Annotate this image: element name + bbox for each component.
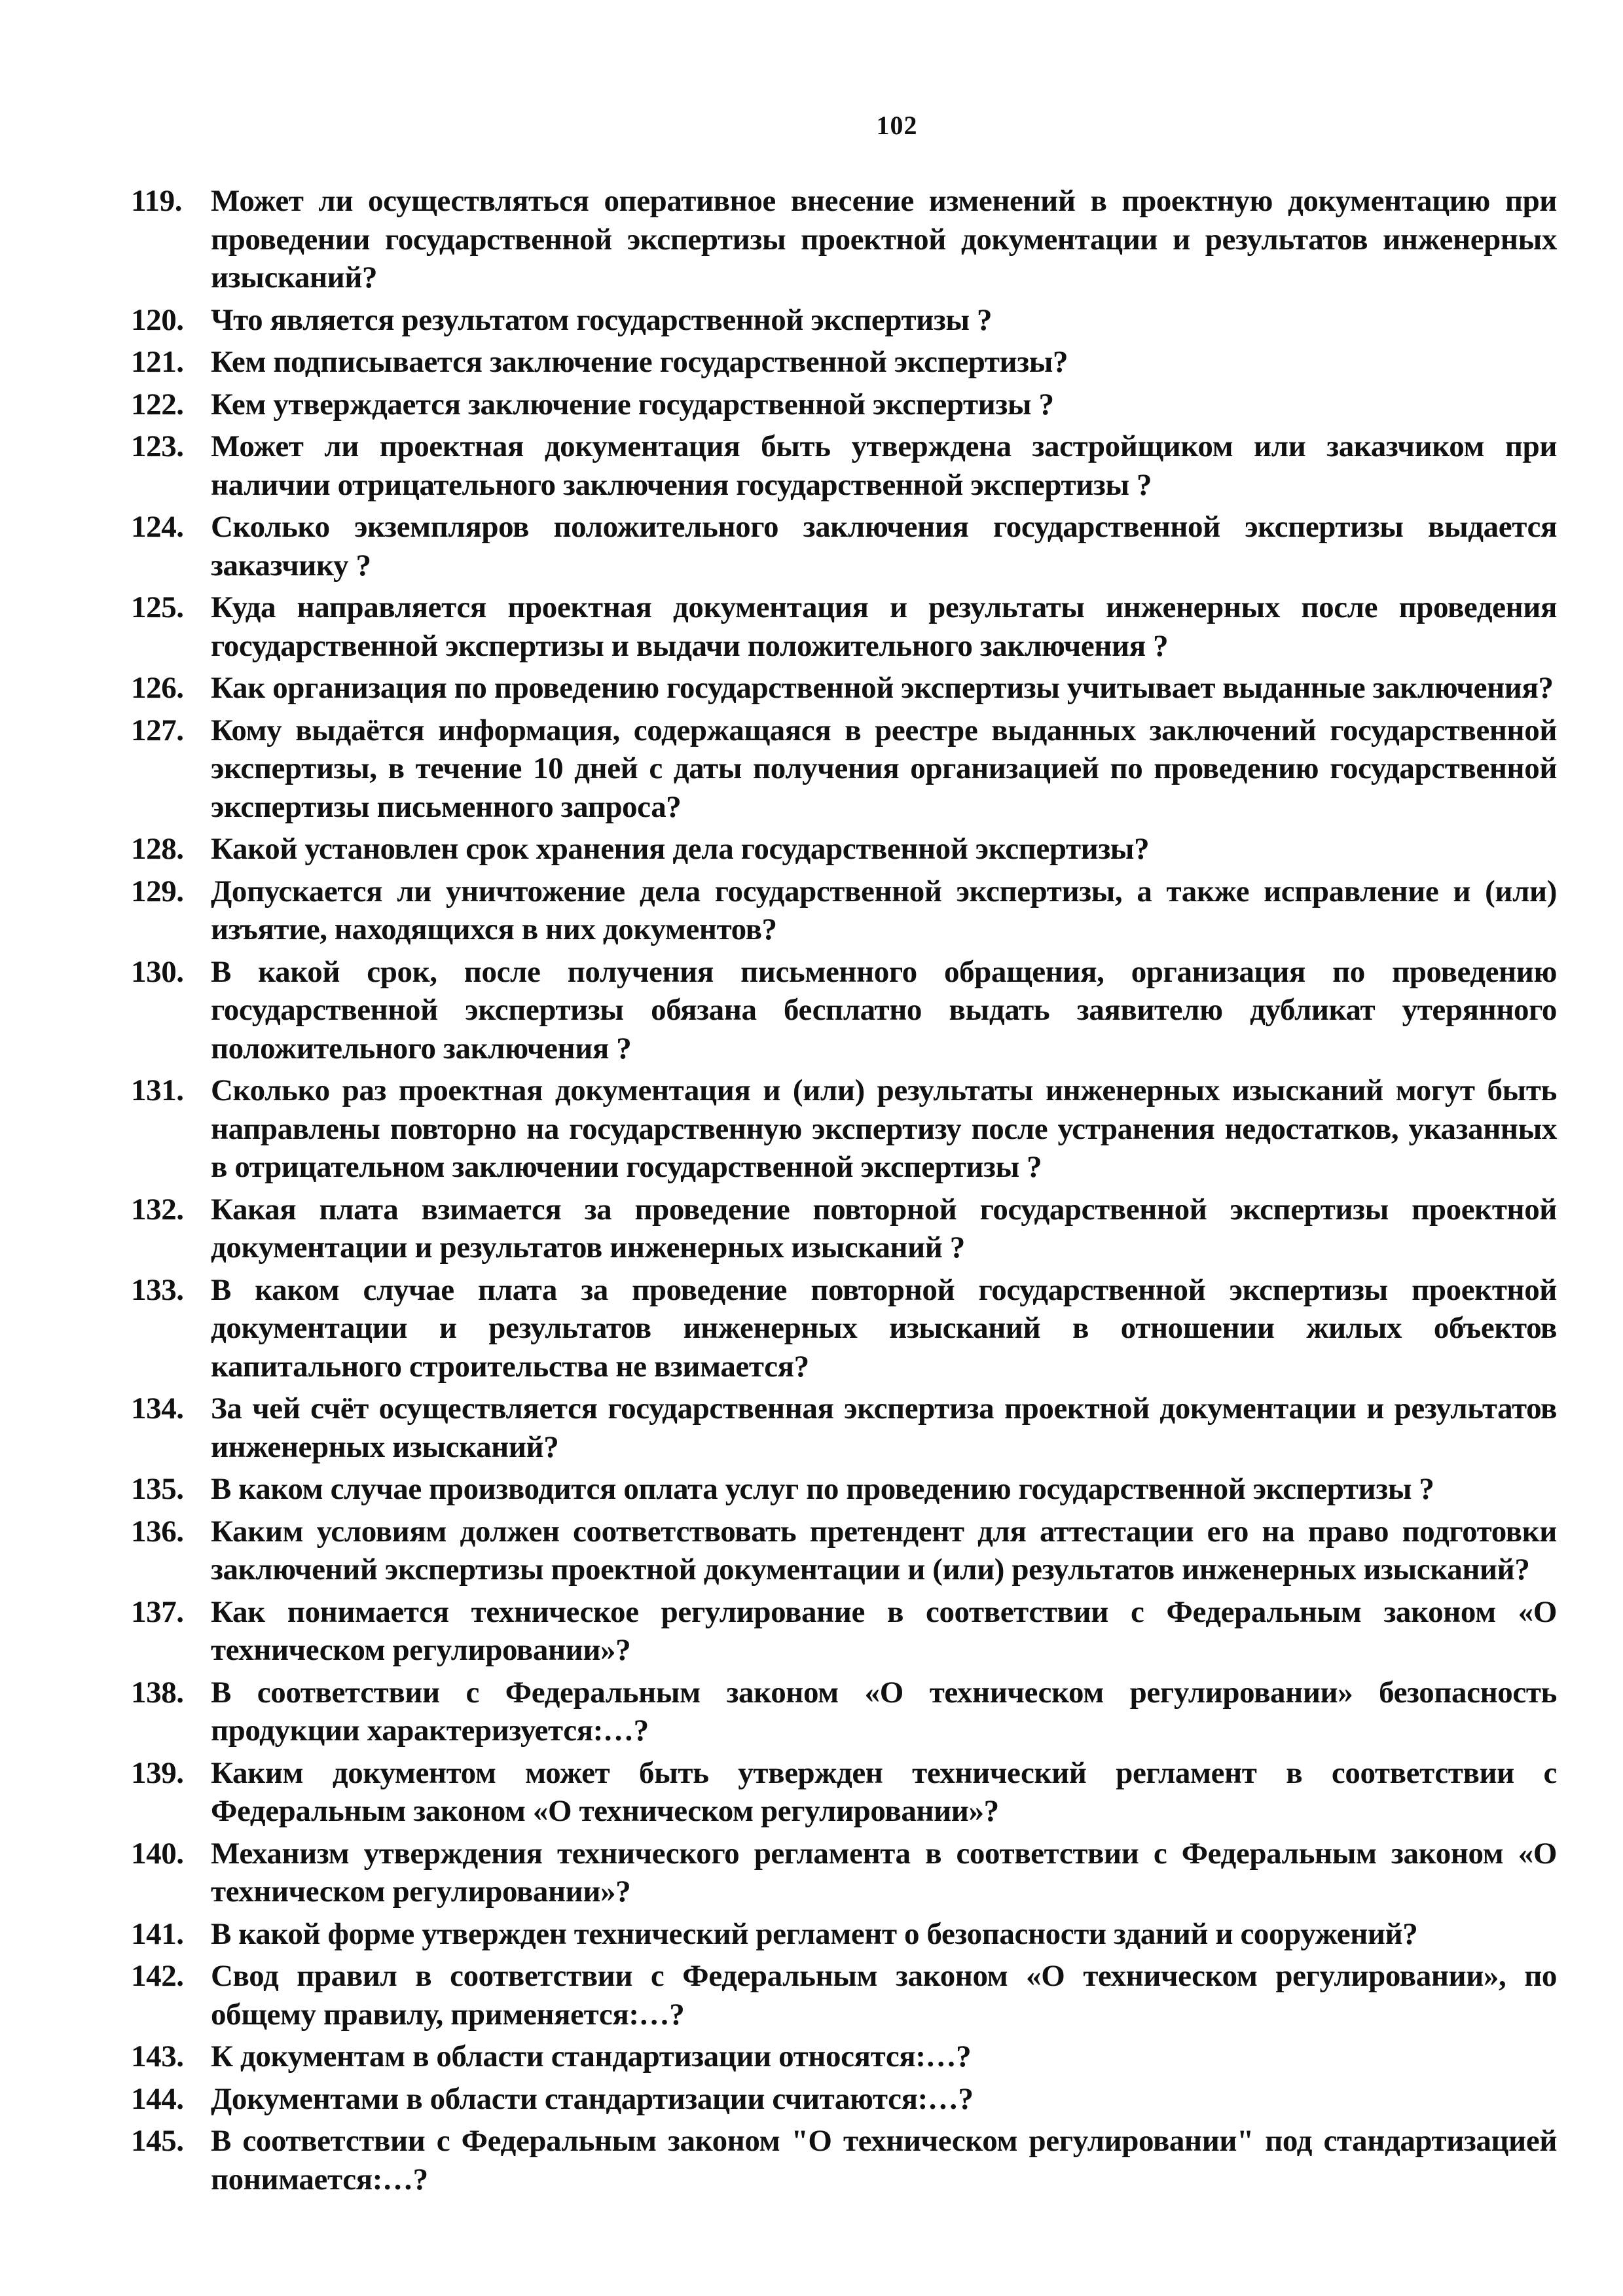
question-text: В каком случае производится оплата услуг по проведению государственной экспертизы ? (211, 1472, 1434, 1506)
question-number: 144. (131, 2081, 184, 2116)
question-text: Может ли осуществляться оперативное внесение изменений в проектную документацию при проведении государственной экспертизы проектной документации и результатов инженерных изысканий? (211, 184, 1557, 295)
question-number: 128. (131, 832, 184, 866)
question-number: 120. (131, 302, 184, 337)
question-number: 138. (131, 1675, 184, 1710)
question-number: 139. (131, 1755, 184, 1790)
question-number: 123. (131, 429, 184, 463)
question-item (131, 953, 1557, 1068)
question-item (131, 343, 1557, 382)
question-text: Сколько раз проектная документация и (или) результаты инженерных изысканий могут быть направлены повторно на государственную экспертизу после устранения недостатков, указанных в отрицательном заключении государственной экспертизы ? (211, 1073, 1557, 1184)
question-number: 122. (131, 387, 184, 422)
question-number: 129. (131, 874, 184, 908)
question-number: 124. (131, 510, 184, 544)
question-number: 121. (131, 345, 184, 379)
question-text: В каком случае плата за проведение повторной государственной экспертизы проектной документации и результатов инженерных изысканий в отношении жилых объектов капитального строительства не взимается? (211, 1272, 1557, 1384)
question-item (131, 301, 1557, 340)
question-number: 136. (131, 1514, 184, 1549)
question-number: 137. (131, 1594, 184, 1629)
question-item (131, 2080, 1557, 2119)
question-text: Каким условиям должен соответствовать претендент для аттестации его на право подготовки заключений экспертизы проектной документации и (или) результатов инженерных изысканий? (211, 1514, 1557, 1587)
question-item (131, 588, 1557, 665)
question-number: 131. (131, 1073, 184, 1107)
question-item (131, 427, 1557, 504)
question-number: 141. (131, 1916, 184, 1951)
question-text: Кем подписывается заключение государственной экспертизы? (211, 345, 1068, 379)
question-text: Какая плата взимается за проведение повторной государственной экспертизы проектной документации и результатов инженерных изысканий ? (211, 1192, 1557, 1265)
question-item (131, 386, 1557, 424)
question-item (131, 830, 1557, 869)
question-number: 145. (131, 2124, 184, 2158)
question-item (131, 182, 1557, 297)
question-item (131, 1071, 1557, 1187)
question-list (131, 182, 1557, 2202)
question-number: 126. (131, 671, 184, 705)
question-number: 143. (131, 2039, 184, 2073)
question-text: Свод правил в соответствии с Федеральным законом «О техническом регулировании», по общему правилу, применяется:…? (211, 1959, 1557, 2032)
question-number: 134. (131, 1391, 184, 1426)
question-item (131, 1957, 1557, 2034)
question-text: Допускается ли уничтожение дела государственной экспертизы, а также исправление и (или) изъятие, находящихся в них документов? (211, 874, 1557, 946)
question-number: 140. (131, 1836, 184, 1871)
question-text: Кому выдаётся информация, содержащаяся в реестре выданных заключений государственной экспертизы, в течение 10 дней с даты получения организацией по проведению государственной экспертизы письменного запроса? (211, 713, 1557, 824)
question-text: В соответствии с Федеральным законом "О техническом регулировании" под стандартизацией понимается:…? (211, 2124, 1557, 2197)
question-text: Кем утверждается заключение государственной экспертизы ? (211, 387, 1054, 422)
question-number: 119. (131, 184, 183, 218)
question-item (131, 1470, 1557, 1509)
question-text: Может ли проектная документация быть утверждена застройщиком или заказчиком при наличии отрицательного заключения государственной экспертизы ? (211, 429, 1557, 502)
question-text: Какой установлен срок хранения дела государственной экспертизы? (211, 832, 1150, 866)
question-item (131, 711, 1557, 827)
question-number: 132. (131, 1192, 184, 1227)
question-number: 133. (131, 1272, 184, 1307)
question-text: В какой срок, после получения письменного обращения, организация по проведению государственной экспертизы обязана бесплатно выдать заявителю дубликат утерянного положительного заключения ? (211, 954, 1557, 1066)
question-text: Механизм утверждения технического регламента в соответствии с Федеральным законом «О техническом регулировании»? (211, 1836, 1557, 1909)
question-item (131, 1390, 1557, 1466)
question-text: Как организация по проведению государственной экспертизы учитывает выданные заключения? (211, 671, 1554, 705)
question-number: 125. (131, 590, 184, 624)
question-item (131, 1191, 1557, 1267)
question-text: В какой форме утвержден технический регламент о безопасности зданий и сооружений? (211, 1916, 1418, 1951)
question-item (131, 508, 1557, 584)
question-item (131, 1754, 1557, 1831)
question-text: Что является результатом государственной экспертизы ? (211, 302, 993, 337)
question-item (131, 2037, 1557, 2076)
question-item (131, 1271, 1557, 1386)
question-text: За чей счёт осуществляется государственная экспертиза проектной документации и результатов инженерных изысканий? (211, 1391, 1557, 1464)
question-item (131, 2122, 1557, 2198)
question-text: Куда направляется проектная документация и результаты инженерных после проведения государственной экспертизы и выдачи положительного заключения ? (211, 590, 1557, 663)
question-text: Документами в области стандартизации считаются:…? (211, 2081, 974, 2116)
question-item (131, 1593, 1557, 1670)
question-number: 135. (131, 1472, 184, 1506)
question-text: Сколько экземпляров положительного заключения государственной экспертизы выдается заказчику ? (211, 510, 1557, 583)
question-item (131, 1835, 1557, 1911)
question-number: 142. (131, 1959, 184, 1993)
page-number: 102 (876, 111, 918, 140)
question-text: К документам в области стандартизации относятся:…? (211, 2039, 972, 2073)
question-number: 127. (131, 713, 184, 747)
question-text: В соответствии с Федеральным законом «О техническом регулировании» безопасность продукции характеризуется:…? (211, 1675, 1557, 1748)
question-text: Каким документом может быть утвержден технический регламент в соответствии с Федеральным законом «О техническом регулировании»? (211, 1755, 1557, 1828)
question-text: Как понимается техническое регулирование в соответствии с Федеральным законом «О техническом регулировании»? (211, 1594, 1557, 1667)
question-item (131, 1674, 1557, 1750)
question-number: 130. (131, 954, 184, 989)
question-item (131, 872, 1557, 949)
question-item (131, 1513, 1557, 1589)
question-item (131, 669, 1557, 708)
question-item (131, 1915, 1557, 1954)
